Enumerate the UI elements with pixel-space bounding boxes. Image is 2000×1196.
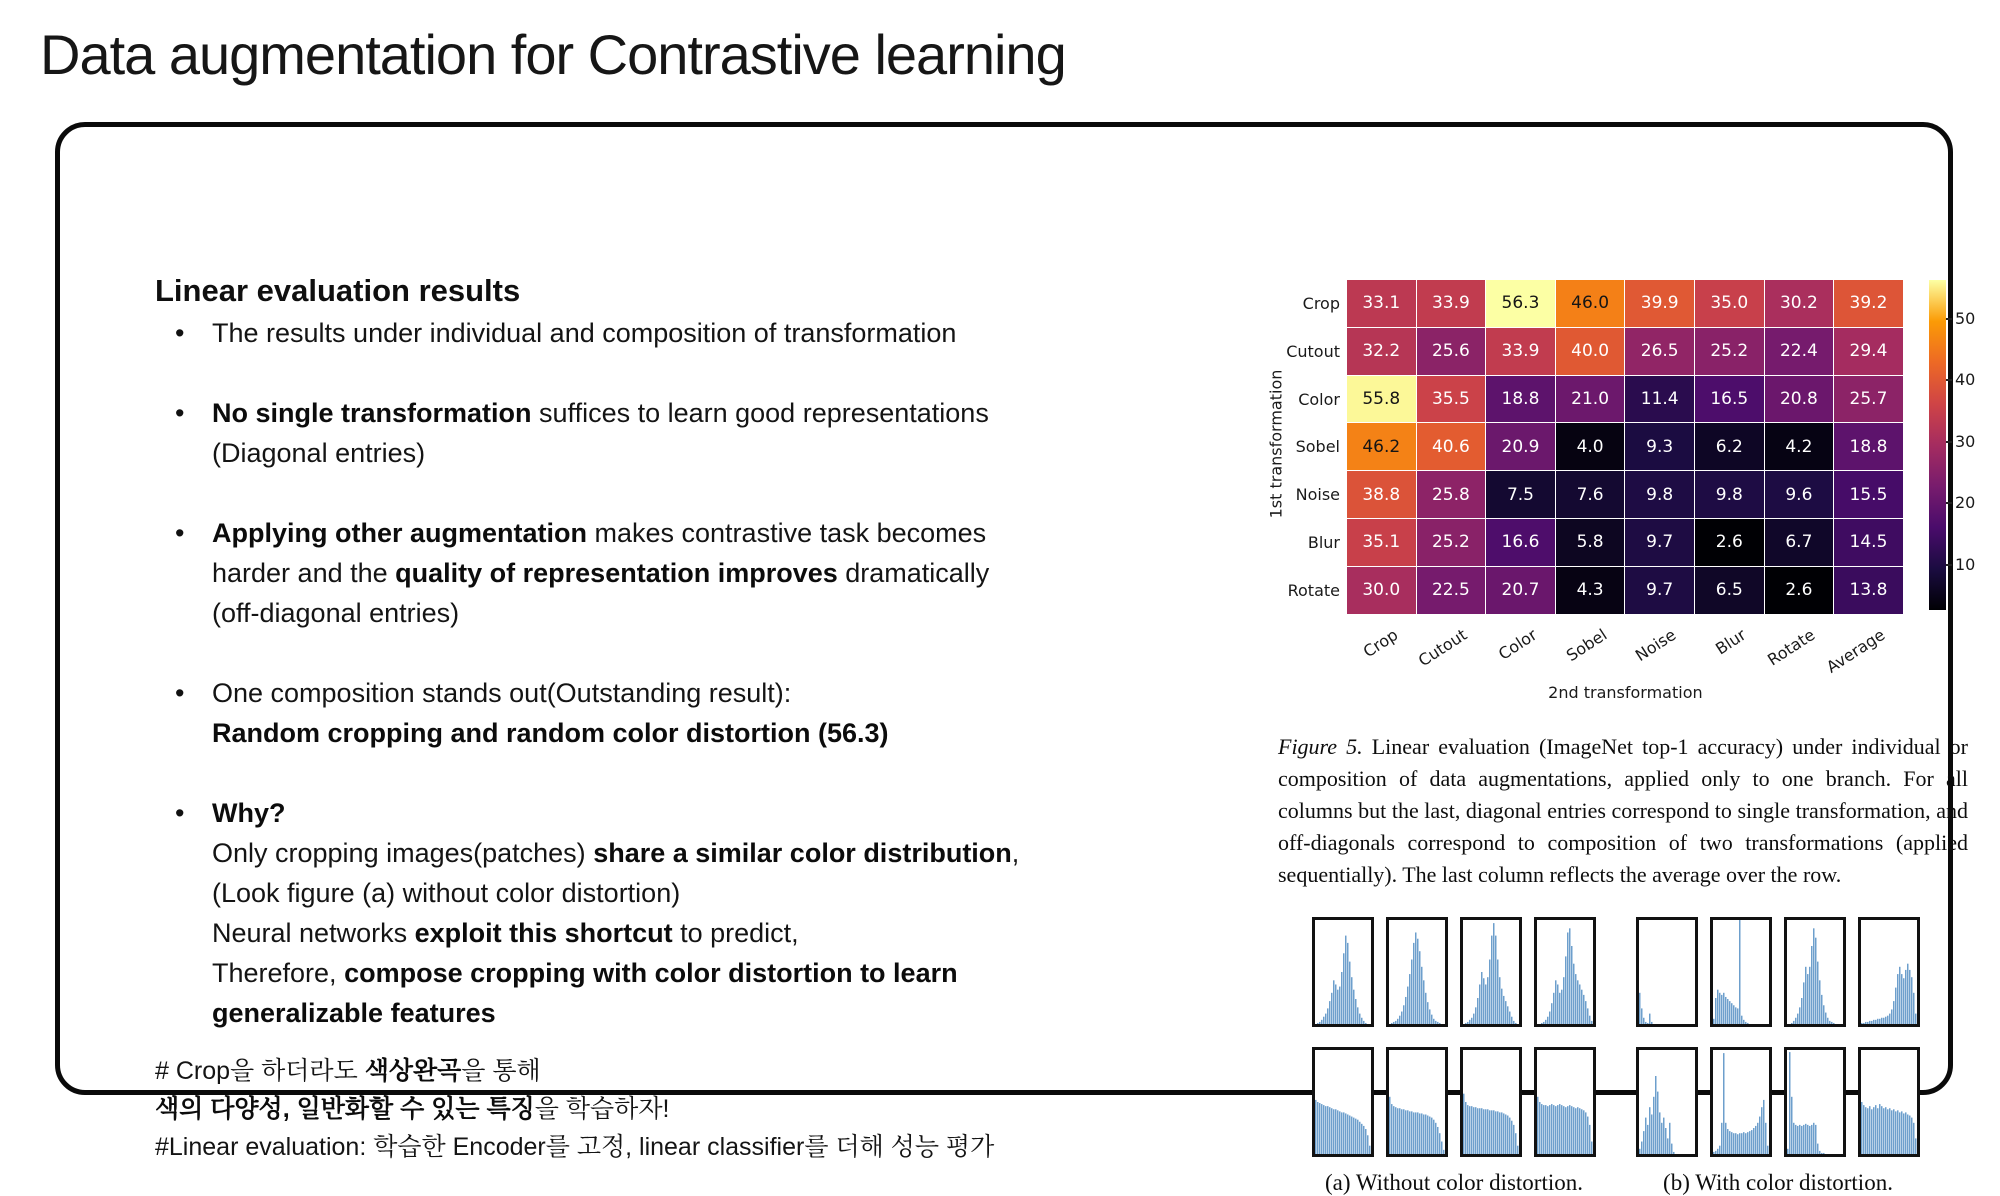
- text-segment: harder and the: [212, 558, 396, 588]
- bullet-lines: [212, 793, 1245, 1033]
- bullet-line: [212, 713, 1245, 753]
- heatmap-cell: 11.4: [1625, 376, 1694, 423]
- text-segment: ,: [1011, 838, 1020, 868]
- notes-block: [155, 1052, 1245, 1166]
- text-segment: Linear evaluation (ImageNet top-1 accuracy) under individual or composition of data augmentations, applied only to one branch. For all columns but the last, diagonal entries correspond to single transformation, and off-diagonals correspond to composition of two transformations (applied sequentially). The last column reflects the average over the row.: [1278, 734, 1969, 887]
- heatmap-cell: 35.1: [1347, 519, 1416, 566]
- colorbar-tick: [1946, 564, 1952, 566]
- heatmap-cell: 40.0: [1556, 328, 1625, 375]
- heatmap-cell: 55.8: [1347, 376, 1416, 423]
- heatmap-cell: 35.0: [1695, 280, 1764, 327]
- bullet-marker: •: [175, 398, 185, 428]
- note-line: [155, 1128, 1245, 1166]
- bullet-line: [212, 313, 1245, 353]
- text-segment: (Look figure (a) without color distortion): [212, 878, 681, 908]
- text-segment: suffices to learn good representations: [531, 398, 989, 428]
- text-segment: 색상완곡: [364, 1057, 462, 1085]
- bullet-item: [155, 513, 1245, 633]
- text-segment: Neural networks: [212, 918, 415, 948]
- heatmap-cell: 18.8: [1834, 423, 1903, 470]
- bullet-line: [212, 873, 1245, 913]
- heatmap-cell: 30.0: [1347, 567, 1416, 614]
- heatmap-cell: 14.5: [1834, 519, 1903, 566]
- histogram-bars: [1713, 1050, 1769, 1154]
- heatmap-cell: 33.9: [1417, 280, 1486, 327]
- text-segment: (Diagonal entries): [212, 438, 426, 468]
- note-line: [155, 1052, 1245, 1090]
- heatmap-cell: 9.6: [1765, 471, 1834, 518]
- heatmap-cell: 9.7: [1625, 519, 1694, 566]
- text-segment: exploit this shortcut: [414, 918, 673, 948]
- bullet-line: [212, 433, 1245, 473]
- text-segment: The results under individual and composition of transformation: [212, 318, 957, 348]
- histogram-bars: [1639, 1050, 1695, 1154]
- heatmap-cell: 7.5: [1486, 471, 1555, 518]
- histogram-group-caption: (b) With color distortion.: [1663, 1170, 1893, 1195]
- bullet-list: [155, 313, 1245, 1073]
- text-segment: Figure 5.: [1278, 734, 1363, 759]
- histogram-panel: [1784, 917, 1846, 1027]
- heatmap-cell: 25.6: [1417, 328, 1486, 375]
- histogram-panel: [1636, 1047, 1698, 1157]
- text-segment: Applying other augmentation: [212, 518, 587, 548]
- heatmap-cell: 9.3: [1625, 423, 1694, 470]
- histogram-bars: [1315, 1050, 1371, 1154]
- heatmap-yaxis-title: 1st transformation: [1266, 369, 1286, 519]
- heatmap-cell: 40.6: [1417, 423, 1486, 470]
- heatmap-cell: 16.6: [1486, 519, 1555, 566]
- text-segment: compose cropping with color distortion to learn: [344, 958, 958, 988]
- heatmap-cell: 7.6: [1556, 471, 1625, 518]
- histogram-panel: [1460, 917, 1522, 1027]
- heatmap-cell: 6.7: [1765, 519, 1834, 566]
- heatmap-cell: 56.3: [1486, 280, 1555, 327]
- content-box: [55, 122, 1976, 1195]
- histogram-bars: [1861, 1050, 1917, 1154]
- heatmap-cell: 25.2: [1695, 328, 1764, 375]
- histogram-bars: [1787, 920, 1843, 1024]
- heatmap-cell: 22.4: [1765, 328, 1834, 375]
- bullet-lines: [212, 513, 1245, 633]
- figure-caption: [1278, 731, 1968, 891]
- bullet-line: [212, 993, 1245, 1033]
- heatmap-row-label: Blur: [1307, 532, 1340, 552]
- heatmap-col-label: Cutout: [1415, 624, 1471, 670]
- text-segment: Random cropping and random color distortion (56.3): [212, 718, 889, 748]
- bullet-marker: •: [175, 798, 185, 828]
- bullet-line: [212, 393, 1245, 433]
- heatmap-col-label: Blur: [1711, 624, 1750, 659]
- heatmap-cell: 15.5: [1834, 471, 1903, 518]
- text-segment: # Crop을 하더라도: [155, 1057, 365, 1085]
- text-segment: 을 통해: [461, 1057, 541, 1085]
- heatmap-cell: 33.9: [1486, 328, 1555, 375]
- histogram-panel: [1312, 1047, 1374, 1157]
- histogram-bars: [1787, 1050, 1843, 1154]
- heatmap-cell: 30.2: [1765, 280, 1834, 327]
- page-title: Data augmentation for Contrastive learning: [40, 23, 1066, 86]
- bullet-item: [155, 313, 1245, 353]
- heatmap-row-label: Color: [1298, 389, 1340, 409]
- bullet-line: [212, 513, 1245, 553]
- bullet-marker: •: [175, 678, 185, 708]
- heatmap-col-label: Noise: [1632, 624, 1680, 665]
- bullet-item: [155, 673, 1245, 753]
- histogram-panel: [1312, 917, 1374, 1027]
- histogram-group-caption: (a) Without color distortion.: [1325, 1170, 1583, 1195]
- colorbar-tick-label: 50: [1955, 308, 1976, 328]
- bullet-line: [212, 913, 1245, 953]
- histogram-bars: [1639, 920, 1695, 1024]
- text-segment: Why?: [212, 798, 286, 828]
- heatmap-col-label: Crop: [1359, 624, 1402, 661]
- bullet-lines: [212, 313, 1245, 353]
- heatmap-row-label: Crop: [1302, 293, 1340, 313]
- heatmap-cell: 20.8: [1765, 376, 1834, 423]
- heatmap-cell: 25.2: [1417, 519, 1486, 566]
- text-segment: share a similar color distribution: [593, 838, 1012, 868]
- heatmap-cell: 22.5: [1417, 567, 1486, 614]
- heatmap-cell: 20.7: [1486, 567, 1555, 614]
- bullet-line: [212, 673, 1245, 713]
- heatmap-cell: 38.8: [1347, 471, 1416, 518]
- text-segment: (off-diagonal entries): [212, 598, 460, 628]
- text-segment: 색의 다양성, 일반화할 수 있는 특징: [155, 1095, 535, 1123]
- heatmap-cell: 32.2: [1347, 328, 1416, 375]
- histogram-panel: [1534, 1047, 1596, 1157]
- histogram-bars: [1315, 920, 1371, 1024]
- bullet-line: [212, 793, 1245, 833]
- colorbar-tick: [1946, 502, 1952, 504]
- histogram-panel: [1534, 917, 1596, 1027]
- histogram-panel: [1386, 917, 1448, 1027]
- histogram-panel: [1858, 917, 1920, 1027]
- bullet-marker: •: [175, 518, 185, 548]
- heatmap-cell: 39.9: [1625, 280, 1694, 327]
- heatmap-cell: 9.8: [1695, 471, 1764, 518]
- histogram-panel: [1710, 1047, 1772, 1157]
- note-line: [155, 1090, 1245, 1128]
- colorbar-tick-label: 40: [1955, 370, 1976, 390]
- colorbar-tick: [1946, 441, 1952, 443]
- bullet-item: [155, 393, 1245, 473]
- text-segment: makes contrastive task becomes: [587, 518, 987, 548]
- heatmap-row-label: Sobel: [1295, 437, 1340, 457]
- text-segment: #Linear evaluation: 학습한 Encoder를 고정, linear classifier를 더해 성능 평가: [155, 1133, 995, 1161]
- histogram-panel: [1636, 917, 1698, 1027]
- bullet-lines: [212, 393, 1245, 473]
- text-segment: Therefore,: [212, 958, 345, 988]
- section-heading: Linear evaluation results: [155, 273, 521, 308]
- text-segment: quality of representation improves: [395, 558, 838, 588]
- histogram-bars: [1463, 1050, 1519, 1154]
- heatmap-cell: 13.8: [1834, 567, 1903, 614]
- histogram-bars: [1861, 920, 1917, 1024]
- text-segment: Only cropping images(patches): [212, 838, 594, 868]
- heatmap-cell: 25.7: [1834, 376, 1903, 423]
- heatmap-cell: 18.8: [1486, 376, 1555, 423]
- heatmap-cell: 9.8: [1625, 471, 1694, 518]
- text-segment: 을 학습하자!: [534, 1095, 670, 1123]
- heatmap-cell: 2.6: [1695, 519, 1764, 566]
- heatmap-row-label: Cutout: [1286, 341, 1340, 361]
- heatmap-xaxis-title: 2nd transformation: [1548, 682, 1703, 702]
- heatmap-cell: 35.5: [1417, 376, 1486, 423]
- heatmap-cell: 4.2: [1765, 423, 1834, 470]
- histogram-bars: [1537, 920, 1593, 1024]
- histogram-bars: [1389, 1050, 1445, 1154]
- heatmap-cell: 29.4: [1834, 328, 1903, 375]
- colorbar-tick: [1946, 379, 1952, 381]
- bullet-marker: •: [175, 318, 185, 348]
- bullet-line: [212, 593, 1245, 633]
- heatmap-row-label: Rotate: [1287, 580, 1340, 600]
- histogram-panel: [1858, 1047, 1920, 1157]
- text-segment: generalizable features: [212, 998, 496, 1028]
- histogram-panel: [1460, 1047, 1522, 1157]
- histogram-bars: [1713, 920, 1769, 1024]
- heatmap-cell: 46.0: [1556, 280, 1625, 327]
- text-segment: to predict,: [672, 918, 799, 948]
- heatmap-cell: 46.2: [1347, 423, 1416, 470]
- heatmap-cell: 4.3: [1556, 567, 1625, 614]
- colorbar-tick: [1946, 318, 1952, 320]
- colorbar-tick-label: 10: [1955, 554, 1976, 574]
- heatmap-cell: 20.9: [1486, 423, 1555, 470]
- heatmap-cell: 26.5: [1625, 328, 1694, 375]
- heatmap-cell: 6.2: [1695, 423, 1764, 470]
- heatmap-colorbar: [1929, 280, 1946, 610]
- heatmap-cell: 5.8: [1556, 519, 1625, 566]
- bullet-item: [155, 793, 1245, 1033]
- bullet-line: [212, 953, 1245, 993]
- histogram-panel: [1784, 1047, 1846, 1157]
- text-segment: One composition stands out(Outstanding result):: [212, 678, 792, 708]
- heatmap-cell: 25.8: [1417, 471, 1486, 518]
- heatmap-cell: 4.0: [1556, 423, 1625, 470]
- text-segment: dramatically: [837, 558, 990, 588]
- histogram-panel: [1710, 917, 1772, 1027]
- heatmap-col-label: Rotate: [1764, 624, 1819, 670]
- bullet-line: [212, 833, 1245, 873]
- heatmap-col-label: Color: [1495, 624, 1541, 664]
- colorbar-tick-label: 20: [1955, 493, 1976, 513]
- heatmap-cell: 6.5: [1695, 567, 1764, 614]
- heatmap-col-label: Average: [1822, 624, 1889, 677]
- heatmap-cell: 16.5: [1695, 376, 1764, 423]
- heatmap-row-label: Noise: [1295, 485, 1340, 505]
- colorbar-tick-label: 30: [1955, 431, 1976, 451]
- text-segment: No single transformation: [212, 398, 532, 428]
- heatmap-col-label: Sobel: [1562, 624, 1610, 665]
- heatmap-cell: 39.2: [1834, 280, 1903, 327]
- histogram-bars: [1537, 1050, 1593, 1154]
- heatmap-cell: 2.6: [1765, 567, 1834, 614]
- heatmap-cell: 33.1: [1347, 280, 1416, 327]
- bullet-lines: [212, 673, 1245, 753]
- histogram-bars: [1463, 920, 1519, 1024]
- heatmap-cell: 9.7: [1625, 567, 1694, 614]
- heatmap-cell: 21.0: [1556, 376, 1625, 423]
- histogram-bars: [1389, 920, 1445, 1024]
- histogram-panel: [1386, 1047, 1448, 1157]
- bullet-line: [212, 553, 1245, 593]
